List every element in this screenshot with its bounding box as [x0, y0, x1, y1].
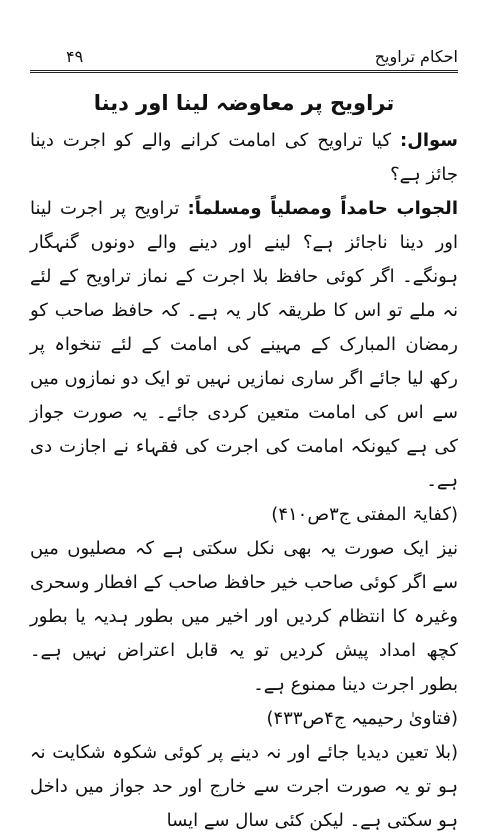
second-paragraph: نیز ایک صورت یہ بھی نکل سکتی ہے کہ مصلیوں میں سے اگر کوئی صاحب خیر حافظ صاحب کے افطار وسحری وغیرہ کا انتظام کردیں اور اخیر میں بطور ہدیہ یا بطور کچھ امداد پیش کردیں تو یہ قابل اعتراض نہیں ہے۔ بطور اجرت دینا ممنوع ہے۔ — [30, 538, 458, 695]
page-body — [30, 86, 458, 838]
running-title: احکام تراویح — [374, 47, 458, 66]
reference-rahimiya: (فتاویٰ رحیمیہ ج۴ص۴۳۳) — [266, 708, 458, 729]
page-header — [30, 40, 458, 73]
reference-kifayat: (کفایۃ المفتی ج۳ص۴۱۰) — [271, 504, 458, 525]
section-heading: تراویح پر معاوضہ لینا اور دینا — [93, 91, 395, 115]
third-paragraph: (بلا تعین دیدیا جائے اور نہ دینے پر کوئی شکوہ شکایت نہ ہو تو یہ صورت اجرت سے خارج اور حد جواز میں داخل ہو سکتی ہے۔ لیکن کئی سال سے ایسا — [30, 742, 458, 831]
answer-paragraph — [30, 192, 458, 498]
question-paragraph — [30, 124, 458, 192]
page-number: ۴۹ — [66, 47, 84, 66]
answer-text: تراویح پر اجرت لینا اور دینا ناجائز ہے؟ لینے اور دینے والے دونوں گنہگار ہونگے۔ اگر کوئی حافظ بلا اجرت کے نماز تراویح کے لئے نہ ملے تو اس کا طریقہ کار یہ ہے۔ کہ حافظ صاحب کو رمضان المبارک کے مہینے کی امامت کے لئے تنخواہ پر رکھ لیا جائے اگر ساری نمازیں نہیں تو ایک دو نمازوں میں سے اس کی امامت متعین کردی جائے۔ یہ صورت جواز کی ہے کیونکہ امامت کی اجرت کی فقہاء نے اجازت دی ہے۔ — [30, 198, 458, 491]
question-label: سوال: — [400, 130, 458, 151]
question-text: کیا تراویح کی امامت کرانے والے کو اجرت دینا جائز ہے؟ — [30, 130, 458, 185]
answer-label: الجواب حامداً ومصلیاً ومسلماً: — [187, 198, 458, 219]
